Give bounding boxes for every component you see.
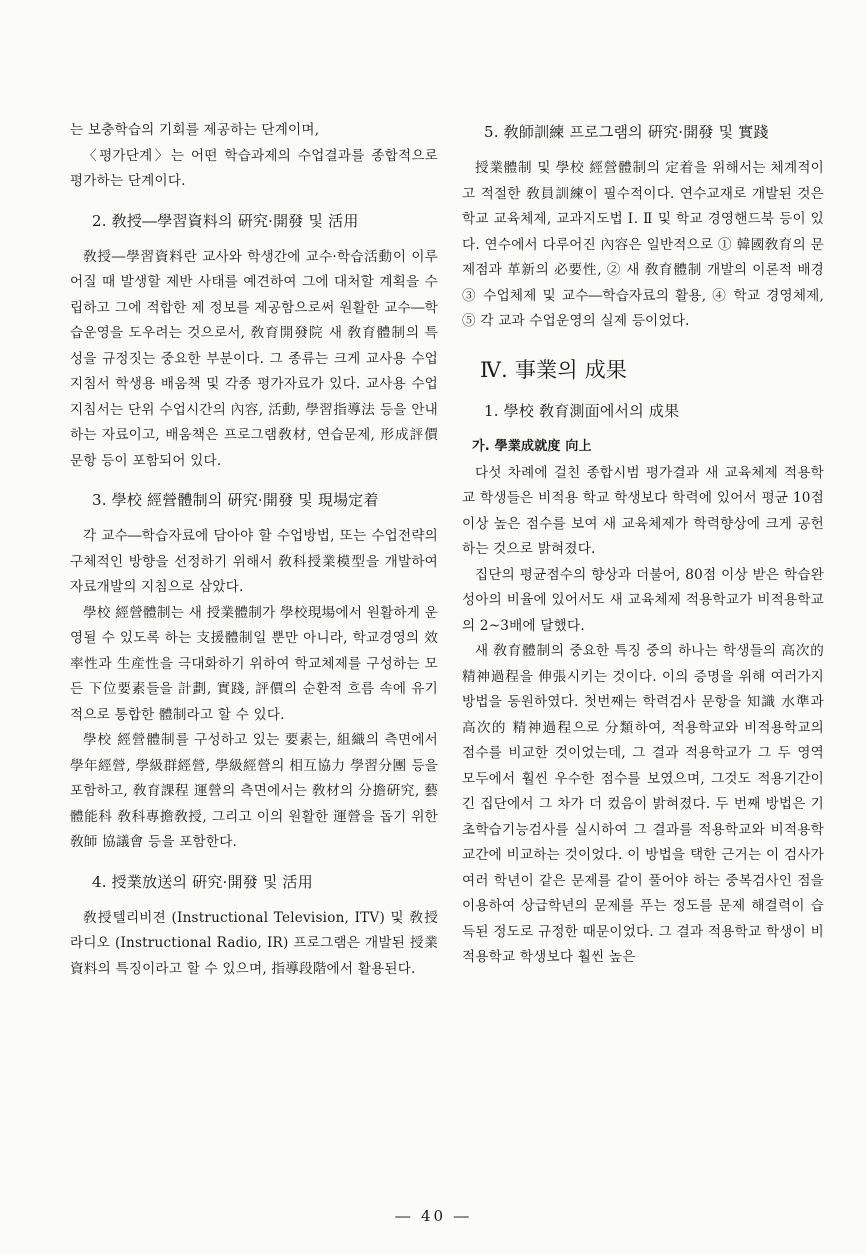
- section-heading: 4. 授業放送의 硏究·開發 및 活用: [92, 872, 313, 891]
- paragraph: 授業體制 및 學校 經營體制의 定着을 위해서는 체계적이고 적절한 敎員訓練이 필수적이다. 연수교재로 개발된 것은 학교 교육체제, 교과지도법 Ⅰ. Ⅱ 및 학교 경영핸드북 등이 있다. 연수에서 다루어진 內容은 일반적으로 ① 韓國敎育의 문제점과 革新의 必要性, ② 새 敎育體制 개발의 이론적 배경 ③ 수업체제 및 교수―학습자료의 활용, ④ 학교 경영체제, ⑤ 각 교과 수업운영의 실제 등이었다.: [462, 160, 824, 329]
- left-column: [70, 118, 438, 982]
- paragraph: 學校 經營體制를 구성하고 있는 要素는, 組織의 측면에서 學年經營, 學級群經營, 學級經營의 相互協力 學習分團 등을 포함하고, 敎育課程 運營의 측면에서는 敎材의 分擔硏究, 藝體能科 敎科專擔敎授, 그리고 이의 원활한 運營을 돕기 위한 敎師 協議會 등을 포함한다.: [70, 732, 438, 850]
- paragraph: 다섯 차례에 걸친 종합시범 평가결과 새 교육체제 적용학교 학생들은 비적용 학교 학생보다 학력에 있어서 평균 10점 이상 높은 점수를 보여 새 교육체제가 학력향상에 크게 공헌하는 것으로 밝혀졌다.: [462, 464, 824, 557]
- chapter-heading: Ⅳ. 事業의 成果: [480, 357, 628, 382]
- section-heading: 3. 學校 經營體制의 硏究·開發 및 現場定着: [92, 491, 379, 509]
- paragraph: 敎授텔리비젼 (Instructional Television, ITV) 및 敎授라디오 (Instructional Radio, IR) 프로그램은 개발된 授業資料의 특징이라고 할 수 있으며, 指導段階에서 활용된다.: [70, 909, 438, 977]
- right-column: [462, 118, 824, 971]
- paragraph: 敎授―學習資料란 교사와 학생간에 교수·학습活動이 이루어질 때 발생할 제반 사태를 예견하여 그에 대처할 계획을 수립하고 그에 적합한 제 정보를 제공함으로써 원활한 교수―학습운영을 도우려는 것으로서, 敎育開發院 새 敎育體制의 특성을 규정짓는 중요한 부분이다. 그 종류는 크게 교사용 수업지침서 학생용 배움책 및 각종 평가자료가 있다. 교사용 수업지침서는 단위 수업시간의 內容, 活動, 學習指導法 등을 안내하는 자료이고, 배움책은 프로그램敎材, 연습문제, 形成評價 문항 등이 포함되어 있다.: [70, 248, 438, 469]
- paragraph: 〈평가단계〉는 어떤 학습과제의 수업결과를 종합적으로 평가하는 단계이다.: [70, 147, 438, 189]
- section-heading: 1. 學校 敎育測面에서의 成果: [484, 401, 680, 420]
- paragraph: 는 보충학습의 기회를 제공하는 단계이며,: [70, 122, 320, 138]
- page-number: ― 40 ―: [395, 1207, 472, 1225]
- paragraph: 집단의 평균점수의 향상과 더불어, 80점 이상 받은 학습완성아의 비율에 있어서도 새 교육체제 적용학교가 비적용학교의 2~3배에 달했다.: [462, 566, 824, 634]
- paragraph: 새 敎育體制의 중요한 특징 중의 하나는 학생들의 高次的 精神過程을 伸張시키는 것이다. 이의 증명을 위해 여러가지 방법을 동원하였다. 첫번째는 학력검사 문항을 知識 水準과 高次的 精神過程으로 分類하여, 적용학교와 비적용학교의 점수를 비교한 것이었는데, 그 결과 적용학교가 그 두 영역 모두에서 훨씬 우수한 점수를 보였으며, 그것도 적용기간이 긴 집단에서 그 차가 더 컸음이 밝혀졌다. 두 번째 방법은 기초학습기능검사를 실시하여 그 결과를 적용학교와 비적용학교간에 비교하는 것이었다. 이 방법을 택한 근거는 이 검사가 여러 학년이 같은 문제를 같이 풀어야 하는 중복검사인 점을 이용하여 상급학년의 문제를 푸는 정도를 문제 해결력이 습득된 정도로 규정한 때문이었다. 그 결과 적용학교 학생이 비적용학교 학생보다 훨씬 높은: [462, 643, 824, 965]
- paragraph: 學校 經營體制는 새 授業體制가 學校現場에서 원활하게 운영될 수 있도록 하는 支援體制일 뿐만 아니라, 학교경영의 效率性과 生産性을 극대화하기 위하여 학교체제를 구성하는 모든 下位要素들을 計劃, 實踐, 評價의 순환적 흐름 속에 유기적으로 통합한 體制라고 할 수 있다.: [70, 604, 438, 723]
- section-heading: 2. 敎授―學習資料의 硏究·開發 및 活用: [92, 211, 359, 230]
- subsection-heading: 가. 學業成就度 向上: [472, 438, 592, 454]
- paragraph: 각 교수―학습자료에 담아야 할 수업방법, 또는 수업전략의 구체적인 방향을 선정하기 위해서 敎科授業模型을 개발하여 자료개발의 지침으로 삼았다.: [70, 528, 438, 595]
- section-heading: 5. 敎師訓練 프로그램의 硏究·開發 및 實踐: [484, 123, 769, 141]
